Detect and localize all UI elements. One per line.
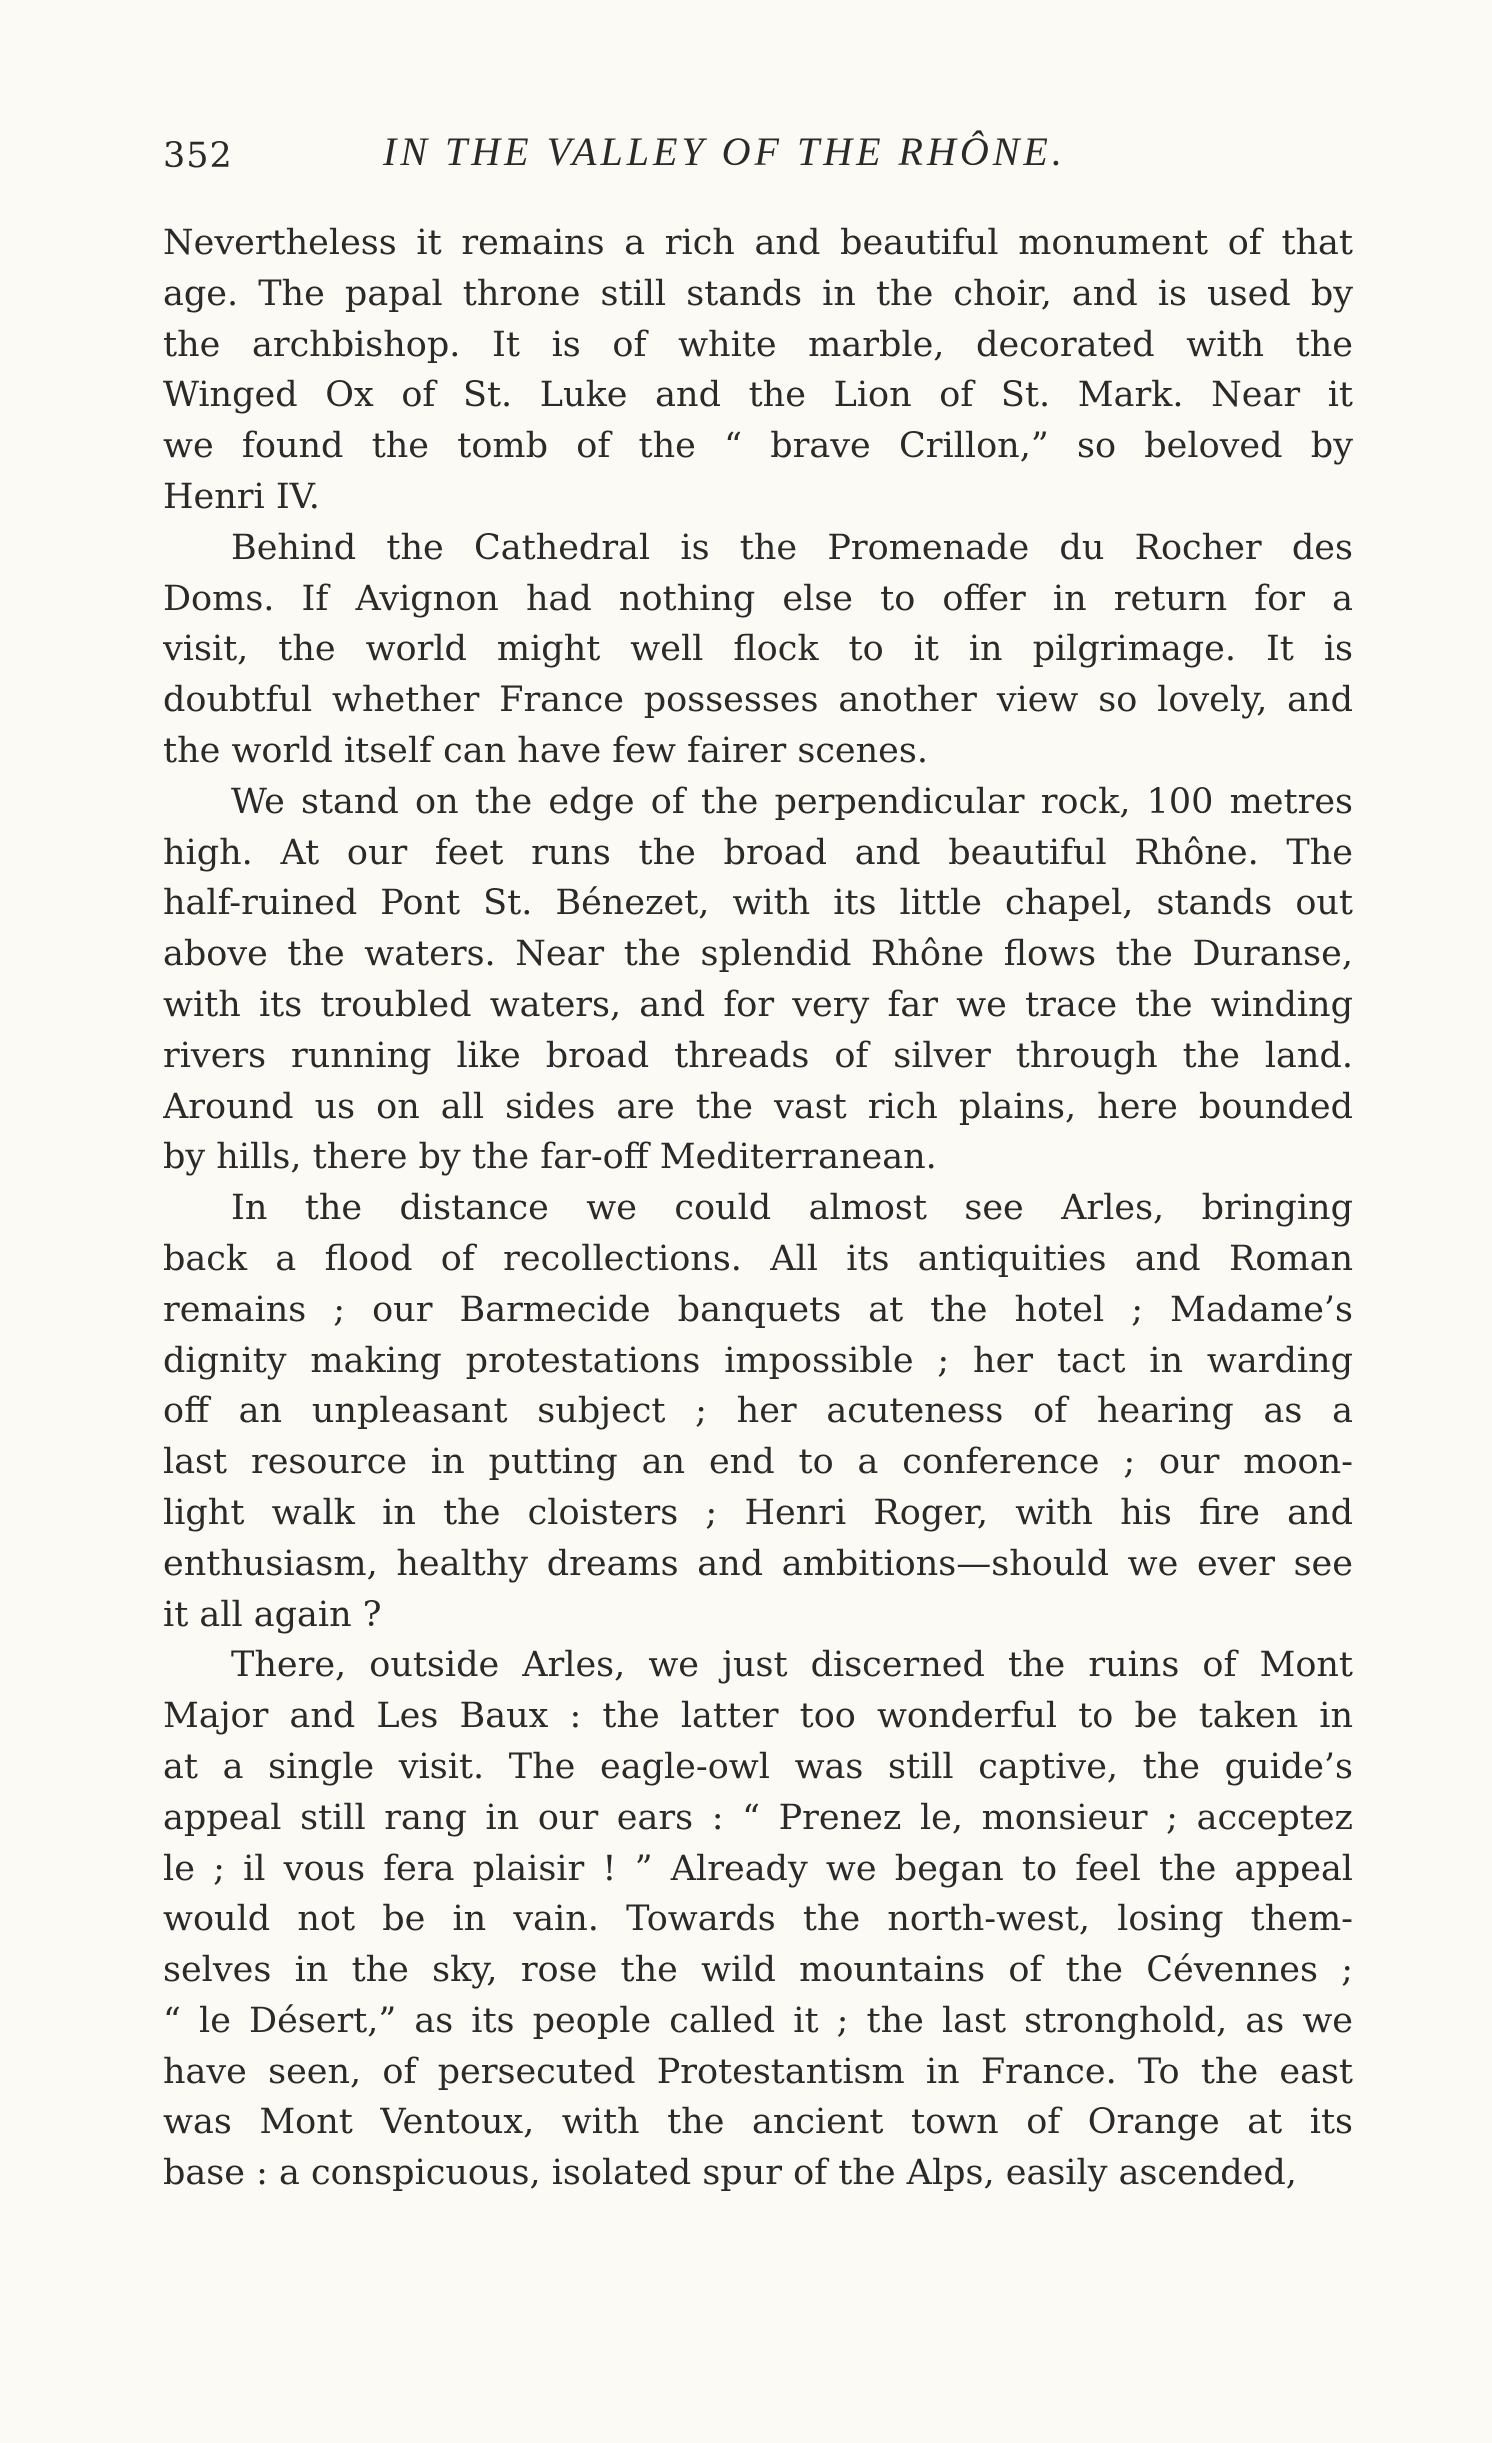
text-line: Winged Ox of St. Luke and the Lion of St. Mark. Near it (163, 375, 1353, 416)
text-line: Doms. If Avignon had nothing else to offer in return for a (163, 578, 1353, 619)
text-line: visit, the world might well flock to it in pilgrimage. It is (163, 629, 1353, 670)
text-line: “ le Désert,” as its people called it ; the last stronghold, as we (163, 2000, 1353, 2041)
text-line: high. At our feet runs the broad and beautiful Rhône. The (163, 832, 1353, 873)
text-line: with its troubled waters, and for very far we trace the winding (163, 984, 1353, 1025)
text-line: le ; il vous fera plaisir ! ” Already we began to feel the appeal (163, 1848, 1353, 1889)
text-line: was Mont Ventoux, with the ancient town of Orange at its (163, 2102, 1353, 2143)
text-line: we found the tomb of the “ brave Crillon,” so beloved by (163, 426, 1353, 467)
text-line: doubtful whether France possesses another view so lovely, and (163, 680, 1353, 721)
text-line: remains ; our Barmecide banquets at the hotel ; Madame’s (163, 1289, 1353, 1330)
text-line: Nevertheless it remains a rich and beautiful monument of that (163, 223, 1353, 263)
text-line: above the waters. Near the splendid Rhône flows the Duranse, (163, 934, 1353, 975)
page-number: 352 (163, 136, 233, 176)
text-line: last resource in putting an end to a conference ; our moon- (163, 1442, 1353, 1483)
paragraph (163, 1640, 1353, 2199)
text-line: age. The papal throne still stands in the choir, and is used by (163, 273, 1353, 314)
text-line: Behind the Cathedral is the Promenade du Rocher des (231, 527, 1353, 568)
text-line: Henri IV. (163, 476, 320, 517)
text-line: it all again ? (163, 1594, 382, 1635)
text-line: Around us on all sides are the vast rich plains, here bounded (163, 1086, 1353, 1127)
paragraph (163, 1183, 1353, 1640)
text-line: the world itself can have few fairer scenes. (163, 730, 928, 771)
text-line: selves in the sky, rose the wild mountains of the Cévennes ; (163, 1950, 1353, 1991)
text-line: There, outside Arles, we just discerned the ruins of Mont (231, 1645, 1353, 1686)
text-line: back a flood of recollections. All its antiquities and Roman (163, 1238, 1353, 1279)
paragraph (163, 523, 1353, 777)
page-header (163, 128, 1353, 178)
text-line: dignity making protestations impossible ; her tact in warding (163, 1340, 1353, 1381)
text-line: off an unpleasant subject ; her acuteness of hearing as a (163, 1391, 1353, 1432)
text-line: at a single visit. The eagle-owl was still captive, the guide’s (163, 1746, 1353, 1787)
text-line: We stand on the edge of the perpendicular rock, 100 metres (231, 781, 1353, 822)
text-line: Major and Les Baux : the latter too wonderful to be taken in (163, 1696, 1353, 1737)
running-head: IN THE VALLEY OF THE RHÔNE. (383, 129, 1066, 174)
text-line: appeal still rang in our ears : “ Prenez le, monsieur ; acceptez (163, 1797, 1353, 1838)
text-line: enthusiasm, healthy dreams and ambitions—should we ever see (163, 1543, 1353, 1584)
paragraph (163, 218, 1353, 523)
text-line: the archbishop. It is of white marble, decorated with the (163, 324, 1353, 365)
text-line: rivers running like broad threads of silver through the land. (163, 1035, 1353, 1076)
text-line: light walk in the cloisters ; Henri Roger, with his fire and (163, 1492, 1353, 1533)
text-line: would not be in vain. Towards the north-west, losing them- (163, 1899, 1353, 1940)
paragraph (163, 777, 1353, 1183)
text-line: have seen, of persecuted Protestantism in France. To the east (163, 2051, 1353, 2092)
text-line: In the distance we could almost see Arles, bringing (231, 1188, 1353, 1229)
text-line: base : a conspicuous, isolated spur of the Alps, easily ascended, (163, 2153, 1297, 2194)
body-text (163, 218, 1353, 2199)
text-line: by hills, there by the far-off Mediterranean. (163, 1137, 937, 1178)
text-line: half-ruined Pont St. Bénezet, with its little chapel, stands out (163, 883, 1353, 924)
